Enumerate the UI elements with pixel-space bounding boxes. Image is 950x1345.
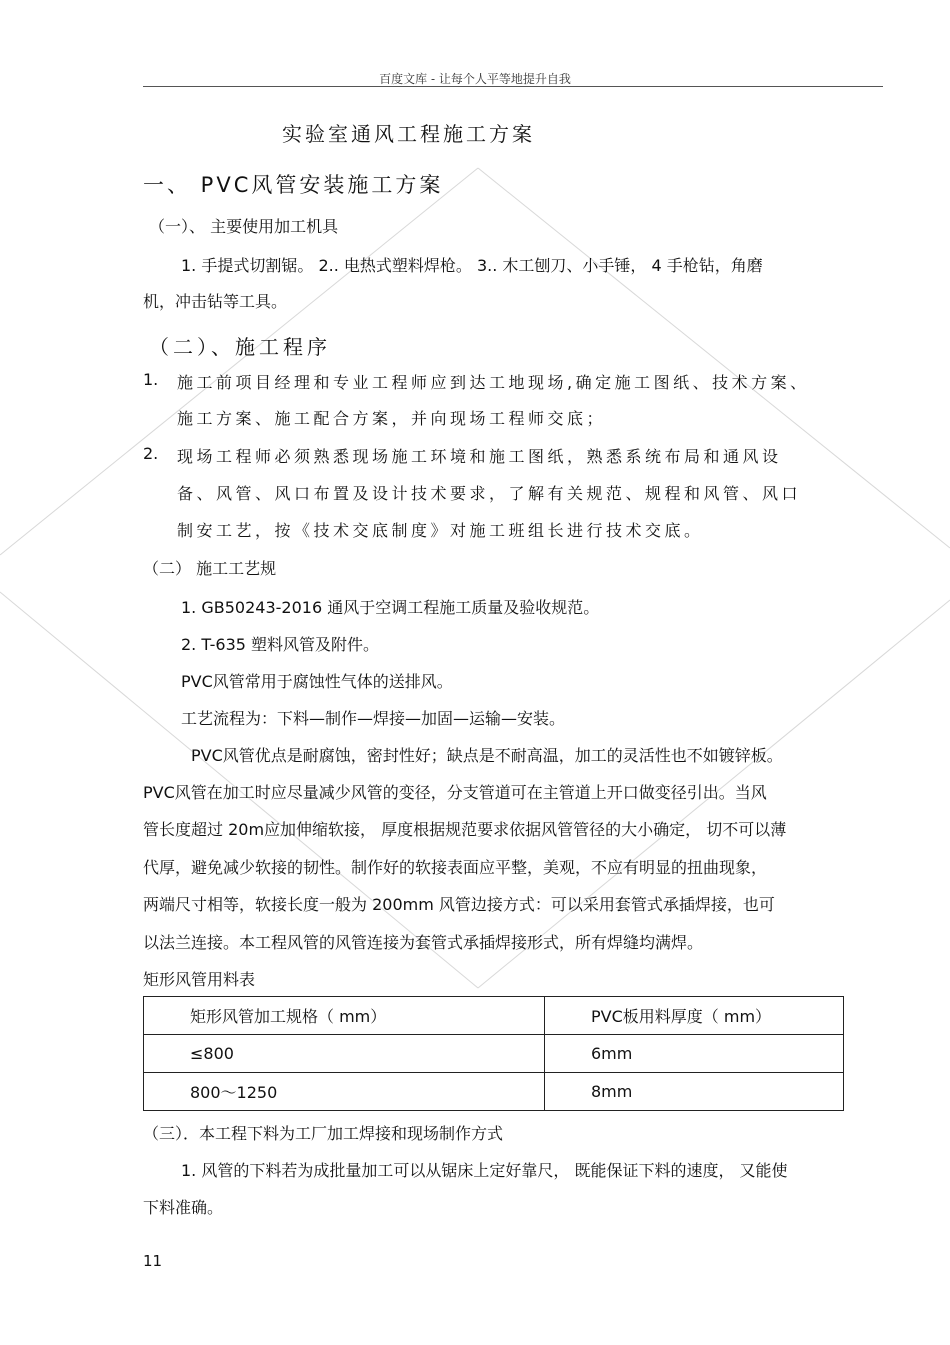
page-number: 11: [143, 1252, 163, 1270]
subsection-process-spec: （二） 施工工艺规: [143, 559, 277, 578]
proc-2-number: 2.: [143, 444, 159, 463]
body-para-line-1: PVC风管优点是耐腐蚀，密封性好；缺点是不耐高温，加工的灵活性也不如镀锌板。: [191, 746, 783, 765]
table-cell: 8mm: [545, 1073, 844, 1111]
body-para-line-6: 以法兰连接。本工程风管的风管连接为套管式承插焊接形式，所有焊缝均满焊。: [143, 933, 704, 952]
subsection-procedure: （二）、施工程序: [149, 335, 331, 359]
proc-1-line-1: 施工前项目经理和专业工程师应到达工地现场,确定施工图纸、技术方案、: [177, 373, 810, 392]
proc-2-line-1: 现场工程师必须熟悉现场施工环境和施工图纸，熟悉系统布局和通风设: [177, 447, 782, 466]
tools-line-1: 1. 手提式切割锯。 2.. 电热式塑料焊枪。 3.. 木工刨刀、小手锤， 4 手枪钻，角磨: [181, 256, 763, 275]
table-row: [144, 1035, 844, 1073]
proc-1-line-2: 施工方案、施工配合方案，并向现场工程师交底；: [177, 409, 607, 428]
page-header: 百度文库 - 让每个人平等地提升自我: [379, 72, 571, 86]
document-title: 实验室通风工程施工方案: [282, 122, 535, 146]
proc-1-number: 1.: [143, 370, 159, 389]
subsection-cutting: （三）．本工程下料为工厂加工焊接和现场制作方式: [143, 1124, 504, 1143]
tools-line-2: 机，冲击钻等工具。: [143, 292, 288, 311]
subsection-tools: （一）、 主要使用加工机具: [149, 217, 339, 236]
table-header-row: [144, 997, 844, 1035]
section-heading-1: 一、 PVC风管安装施工方案: [143, 173, 444, 197]
body-para-line-5: 两端尺寸相等，软接长度一般为 200mm 风管边接方式：可以采用套管式承插焊接，也可: [143, 895, 775, 914]
cutting-line-1: 1. 风管的下料若为成批量加工可以从锯床上定好靠尺， 既能保证下料的速度， 又能使: [181, 1161, 788, 1180]
body-para-line-3: 管长度超过 20m应加伸缩软接， 厚度根据规范要求依据风管管径的大小确定， 切不可以薄: [143, 820, 787, 839]
table-cell: ≤800: [144, 1035, 545, 1073]
table-row: [144, 1073, 844, 1111]
body-para-line-4: 代厚，避免减少软接的韧性。制作好的软接表面应平整，美观，不应有明显的扭曲现象，: [143, 858, 768, 877]
spec-item-1: 1. GB50243-2016 通风于空调工程施工质量及验收规范。: [181, 598, 600, 617]
process-flow-text: 工艺流程为：下料—制作—焊接—加固—运输—安装。: [181, 709, 566, 728]
table-cell: 800～1250: [144, 1073, 545, 1111]
proc-2-line-2: 备、风管、风口布置及设计技术要求，了解有关规范、规程和风管、风口: [177, 484, 802, 503]
pvc-usage-text: PVC风管常用于腐蚀性气体的送排风。: [181, 672, 453, 691]
duct-material-table: [143, 996, 844, 1111]
proc-2-line-3: 制安工艺，按《技术交底制度》对施工班组长进行技术交底。: [177, 521, 704, 540]
header-divider: [143, 86, 883, 87]
spec-item-2: 2. T-635 塑料风管及附件。: [181, 635, 380, 654]
table-header-cell: PVC板用料厚度（ mm）: [545, 997, 844, 1035]
body-para-line-2: PVC风管在加工时应尽量减少风管的变径，分支管道可在主管道上开口做变径引出。当风: [143, 783, 767, 802]
table-cell: 6mm: [545, 1035, 844, 1073]
table-caption: 矩形风管用料表: [143, 970, 256, 989]
cutting-line-2: 下料准确。: [143, 1198, 224, 1217]
table-header-cell: 矩形风管加工规格（ mm）: [144, 997, 545, 1035]
